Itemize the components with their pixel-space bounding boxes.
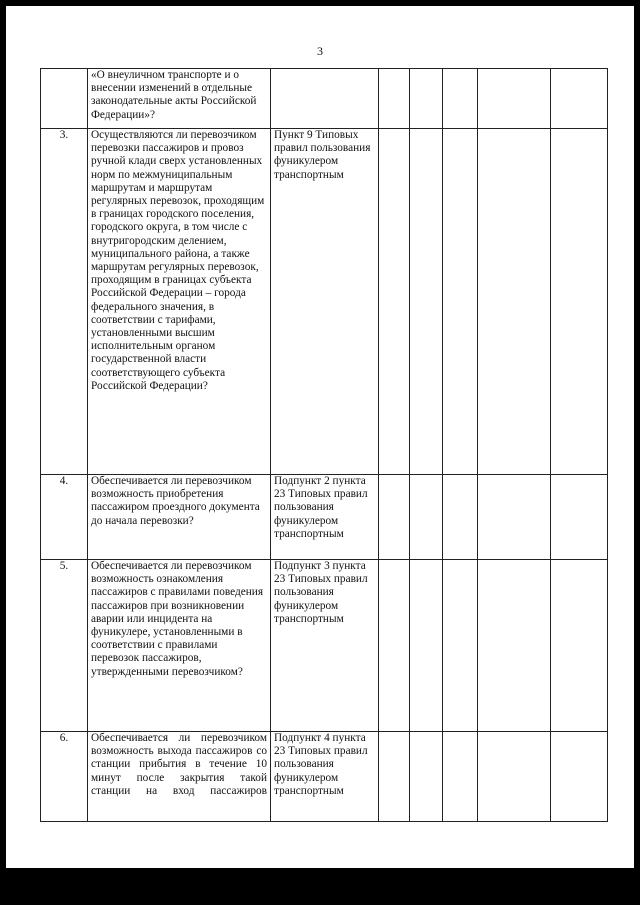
table-row — [41, 129, 608, 475]
answer-cell-yes — [379, 732, 410, 822]
answer-cell-yes — [379, 475, 410, 560]
answer-cell-no — [410, 732, 443, 822]
row-number: 5. — [41, 560, 88, 732]
answer-cell-no — [410, 475, 443, 560]
reference-text: Пункт 9 Типовых правил пользования фуникулером транспортным — [271, 129, 379, 475]
notes-cell — [478, 732, 551, 822]
question-text: Обеспечивается ли перевозчиком возможность выхода пассажиров со станции прибытия в течение 10 минут после закрытия такой станции на вход пассажиров — [88, 732, 271, 822]
question-text: Обеспечивается ли перевозчиком возможность приобретения пассажиром проездного документа до начала перевозки? — [88, 475, 271, 560]
answer-cell-yes — [379, 560, 410, 732]
reference-text: Подпункт 4 пункта 23 Типовых правил пользования фуникулером транспортным — [271, 732, 379, 822]
table-row — [41, 475, 608, 560]
answer-cell-na — [443, 475, 478, 560]
page-number: 3 — [317, 44, 323, 58]
extra-cell — [551, 475, 608, 560]
question-text: Обеспечивается ли перевозчиком возможность ознакомления пассажиров с правилами поведения пассажиров при возникновении аварии или инцидента на фуникулере, установленными в соответствии с правилами перевозок пассажиров, утвержденными перевозчиком? — [88, 560, 271, 732]
reference-text: Подпункт 3 пункта 23 Типовых правил пользования фуникулером транспортным — [271, 560, 379, 732]
answer-cell-na — [443, 732, 478, 822]
extra-cell — [551, 69, 608, 129]
extra-cell — [551, 732, 608, 822]
answer-cell-no — [410, 560, 443, 732]
extra-cell — [551, 560, 608, 732]
question-text: «О внеуличном транспорте и о внесении изменений в отдельные законодательные акты Российской Федерации»? — [88, 69, 271, 129]
answer-cell-yes — [379, 129, 410, 475]
notes-cell — [478, 475, 551, 560]
answer-cell-na — [443, 560, 478, 732]
answer-cell-na — [443, 129, 478, 475]
notes-cell — [478, 129, 551, 475]
table-row — [41, 69, 608, 129]
row-number: 6. — [41, 732, 88, 822]
answer-cell-no — [410, 129, 443, 475]
document-page — [6, 6, 634, 868]
answer-cell-no — [410, 69, 443, 129]
extra-cell — [551, 129, 608, 475]
row-number — [41, 69, 88, 129]
notes-cell — [478, 560, 551, 732]
answer-cell-yes — [379, 69, 410, 129]
checklist-table — [40, 68, 608, 822]
answer-cell-na — [443, 69, 478, 129]
table-row — [41, 560, 608, 732]
question-text: Осуществляются ли перевозчиком перевозки пассажиров и провоз ручной клади сверх установленных норм по межмуниципальным маршрутам и маршрутам регулярных перевозок, проходящим в границах городского поселения, городского округа, в том числе с внутригородским делением, муниципального района, а также маршрутам регулярных перевозок, проходящим в границах субъекта Российской Федерации – города федерального значения, в соответствии с тарифами, установленными высшим исполнительным органом государственной власти соответствующего субъекта Российской Федерации? — [88, 129, 271, 475]
table-row — [41, 732, 608, 822]
reference-text — [271, 69, 379, 129]
row-number: 4. — [41, 475, 88, 560]
scan-border — [0, 868, 640, 905]
notes-cell — [478, 69, 551, 129]
reference-text: Подпункт 2 пункта 23 Типовых правил пользования фуникулером транспортным — [271, 475, 379, 560]
row-number: 3. — [41, 129, 88, 475]
